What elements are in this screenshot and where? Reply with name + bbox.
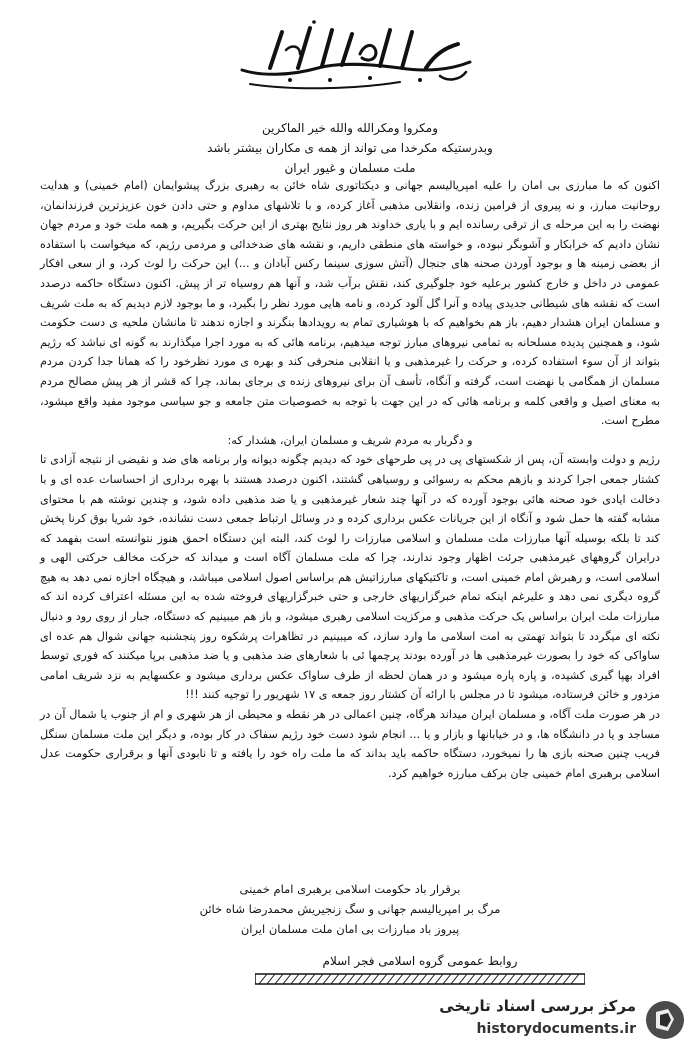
bismillah-calligraphy — [230, 18, 480, 98]
closing-slogans — [40, 880, 660, 940]
body-paragraph-2: رژیم و دولت وابسته آن، پس از شکستهای پی در پی طرحهای خود که دیدیم چگونه دیوانه وار برنامه های ضد و نقیضی از نتیجه آزادی تا کشتار جمعی اجرا کردند و بازهم محکم به رسوائی و روسیاهی گشتند، اکنون درصدد هستند با بهره برداری از احساسات عده ای و با دخالت ایادی خود صحنه هائی بوجود آورده که در آنها چند شعار غیرمذهبی و یا ضد مذهبی داده شود، و چندین نوشته هم با محتوای مشابه گفته ها حمل شود و آنگاه از این جریانات عکس برداری کرده و در وسائل ارتباط جمعی دست نشانده، خود شریا بوق کرنا پخش کند تا بلکه بوسیله آنها مبارزات ملت مسلمان و اسلامی مبارزات را لوث کند، البته این دستگاه احمق هنوز نتوانسته است بفهمد که درایران گروههای غیرمذهبی جرئت اظهار وجود ندارند، چرا که ملت مسلمان آگاه است و میداند که حرکت مخالف حرکتی الهی و اسلامی است، و رهبرش امام خمینی است، و تاکتیکهای مبارزاتیش هم براساس اصول اسلامی میباشد، و هیچگاه اجازه نمی دهد به هیچ گروه دیگری نمی دهد و علیرغم اینکه تمام خبرگزاریهای خارجی و حتی خبرگزاریهای فروخته شده به این مسئله اعتراف کرده اند که مبارزات ملت ایران براساس یک حرکت مذهبی و مرکزیت اسلامی رهبری میشود، و باز هم میبینیم که دستگاه، جبار از روی رود و دنبال نکته ای میگردد تا بتواند تهمتی به امت اسلامی ما وارد سازد، که میبینیم در تظاهرات پرشکوه روز پنجشنبه جهانی شوال هم عده ای ساواکی که خود را بصورت غیرمذهبی ها در آورده بودند پرچمها ئی با شعارهای ضد مذهبی و یا ضد مذهبی برپا میکنند که فوری توسط افراد بهپا گیری کشیده، و پاره پاره میشود و در همان لحظه از طرف ساواک عکس برداری میشود و عکسهایم به نزد شریف امامی مزدور و خائن فرستاده، میشود تا در مجلس با ارائه آن کشتار روز جمعه ی ۱۷ شهریور را توجیه کنند !!! — [40, 453, 660, 702]
body-text — [40, 176, 660, 783]
bismillah-calligraphy-graphic — [230, 18, 480, 98]
watermark — [400, 995, 690, 1047]
intro-line-2: وبدرستیکه مکرخدا می تواند از همه ی مکاران بیشتر باشد — [207, 141, 493, 155]
archive-logo-icon — [644, 999, 686, 1041]
intro-quran-verse: ومکروا ومکرالله والله خیر الماکرین — [262, 121, 438, 135]
intro-addressee: ملت مسلمان و غیور ایران — [284, 161, 416, 175]
closing-slogan-1: برقرار باد حکومت اسلامی برهبری امام خمینی — [239, 882, 461, 896]
body-paragraph-3: در هر صورت ملت آگاه، و مسلمان ایران میداند هرگاه، چنین اعمالی در هر نقطه و محیطی از هر شهری و ام از جنوب یا شمال آن در مساجد و یا در دانشگاه ها، و در خیابانها و بازار و یا ... انجام شود دست خود رژیم سفاک در کار بوده، و دیگر این ملت مسلمان سنگل فریب چنین صحنه بازی ها را نمیخورد، دستگاه حاکمه باید بداند که ما ملت راه خود را یافته و تا نابودی آنها و برقراری حکومت عدل اسلامی برهبری امام خمینی جان برکف مبارزه خواهیم کرد. — [40, 708, 660, 780]
body-heading-2: و دگربار به مردم شریف و مسلمان ایران، هشدار که: — [227, 433, 473, 447]
signature: روابط عمومی گروه اسلامی فجر اسلام — [322, 954, 518, 968]
watermark-title: مرکز بررسی اسناد تاریخی — [439, 997, 636, 1015]
body-paragraph-1: اکنون که ما مبارزی بی امان را علیه امپریالیسم جهانی و دیکتاتوری شاه خائن به رهبری بزرگ پیشوایمان (امام خمینی) و هدایت روحانیت مبارز، و نه پیروی از فرامین زنده، وانقلابی مذهبی آغاز کرده، و با تلاشهای مداوم و حتی دادن خون عزیزترین فرزندانمان، نهضت را به این مرحله ی از ترقی رسانده ایم و با یاری خداوند هر روز نتایج بهتری از این حرکت بگیریم، و همه ملت خود و مردم جهان نشان دادیم که خرابکار و آشوبگر نبوده، و خواسته های منطقی داریم، و نقشه های ضدخدائی و مردمی رژیم، که میخواست با استفاده از بعضی زمینه ها و بوجود آوردن صحنه های جنجال (آتش سوزی سینما رکس آبادان و ...) این حرکت را لوث کرد، و از سعی افکار عمومی در داخل و خارج کشور برعلیه خود جلوگیری کند، نقش برآب شد، و آنها هم روسیاه تر از پیش. اکنون دستگاه حاکمه درصدد است که نقشه های شیطانی جدیدی پیاده و آنرا گل آلود کرده، و نامه هایی مورد نظر را بگیرد، و ما بوجود لازم دیدیم که به ملت شریف و مسلمان ایران هشدار دهیم، باز هم بخواهیم که با هوشیاری تمام به رویدادها بنگرند و اجازه ندهند تا مانشان ملحیه ی دست حکومت شود، و همچنین پدیده مسلحانه به تمامی نیروهای مبارز توجه میدهیم، برنامه هائی که به مورد اجرا میگذارند به گونه ای نباشد که رژیم بتواند از آن سوء استفاده کرده، و حرکت را غیرمذهبی و یا انقلابی منحرفی کند و بهره ی مورد نظرخود را که همانا جدا کردن مردم مسلمان از همگامی با نهضت است، گرفته و آنگاه، تأسف آن برای نیروهای زنده ی برجای بماند، چرا که قشر از هر پیش مصالح مردم به معنای اصیل و واقعی کلمه و برنامه هائی که در این جهت با توجه به خصوصیات متن جامعه و جو سیاسی موجود مفید واقع میشود، مطرح است. — [40, 179, 660, 428]
closing-slogan-2: مرگ بر امپریالیسم جهانی و سگ زنجیریش محمدرضا شاه خائن — [199, 902, 501, 916]
intro-block — [40, 118, 660, 178]
signature-underline — [255, 968, 585, 988]
closing-slogan-3: پیروز باد مبارزات بی امان ملت مسلمان ایران — [240, 922, 460, 936]
watermark-url: historydocuments.ir — [476, 1021, 636, 1037]
